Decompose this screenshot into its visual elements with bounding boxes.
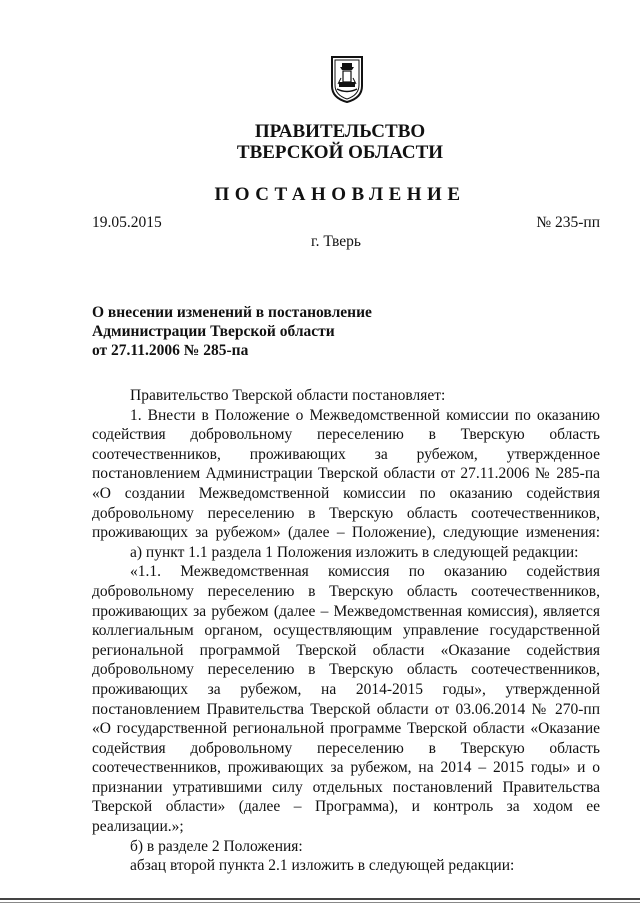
body-line: «1.1. Межведомственная комиссия по оказанию содействия — [130, 563, 600, 581]
document-number: № 235-пп — [536, 214, 600, 231]
body-line: абзац второй пункта 2.1 изложить в следующей редакции: — [130, 857, 515, 875]
body-line: региональной программой Тверской области «Оказание содействия — [92, 641, 600, 659]
government-name-line-2: ТВЕРСКОЙ ОБЛАСТИ — [236, 142, 444, 163]
body-line: «О государственной региональной программе Тверской области «Оказание — [92, 720, 600, 738]
document-title — [92, 303, 372, 360]
body-line: б) в разделе 2 Положения: — [130, 837, 303, 855]
government-name-line-1: ПРАВИТЕЛЬСТВО — [254, 121, 426, 142]
body-line: добровольному переселению в Тверскую область соотечественников, — [92, 504, 600, 522]
body-line: содействия добровольному переселению в Тверскую область — [92, 739, 600, 757]
body-line: признании утратившими силу отдельных постановлений Правительства — [92, 778, 600, 796]
body-line: добровольному переселению в Тверскую область соотечественников, — [92, 582, 600, 600]
body-line: Тверской области» (далее – Программа), и контроль за ходом ее — [92, 798, 600, 816]
document-type-heading: ПОСТАНОВЛЕНИЕ — [214, 184, 466, 205]
title-line: Администрации Тверской области — [92, 323, 335, 340]
body-line: соотечественников, проживающих за рубежом, на 2014 – 2015 годы» и о — [92, 759, 600, 777]
body-line: проживающих за рубежом (далее – Межведомственная комиссия), является — [92, 602, 600, 620]
body-line: реализации.»; — [92, 818, 184, 836]
tver-coat-of-arms-icon — [330, 54, 364, 104]
body-line: 1. Внести в Положение о Межведомственной комиссии по оказанию — [130, 406, 600, 424]
body-line: постановлением Правительства Тверской области от 03.06.2014 № 270-пп — [92, 700, 600, 718]
body-line: содействия добровольному переселению в Тверскую область — [92, 426, 600, 444]
bottom-border-line — [0, 902, 640, 903]
body-line: «О создании Межведомственной комиссии по оказанию содействия — [92, 484, 600, 502]
title-line: от 27.11.2006 № 285-па — [92, 342, 249, 359]
body-line: Правительство Тверской области постановляет: — [130, 387, 446, 404]
bottom-border-line — [0, 898, 640, 900]
body-line: соотечественников, проживающих за рубежом, утвержденное — [92, 445, 600, 463]
body-line: коллегиальным органом, осуществляющим управление государственной — [92, 622, 600, 640]
body-line: а) пункт 1.1 раздела 1 Положения изложить в следующей редакции: — [130, 543, 579, 561]
body-line: добровольному переселению в Тверскую область соотечественников, — [92, 661, 600, 679]
document-body — [92, 386, 600, 876]
body-line: проживающих за рубежом» (далее – Положение), следующие изменения: — [92, 524, 600, 542]
title-line: О внесении изменений в постановление — [92, 304, 372, 321]
body-line: постановлением Администрации Тверской области от 27.11.2006 № 285-па — [92, 465, 600, 483]
document-date: 19.05.2015 — [92, 214, 162, 231]
document-city: г. Тверь — [311, 233, 361, 250]
body-line: проживающих за рубежом, на 2014-2015 годы», утвержденной — [92, 680, 600, 698]
